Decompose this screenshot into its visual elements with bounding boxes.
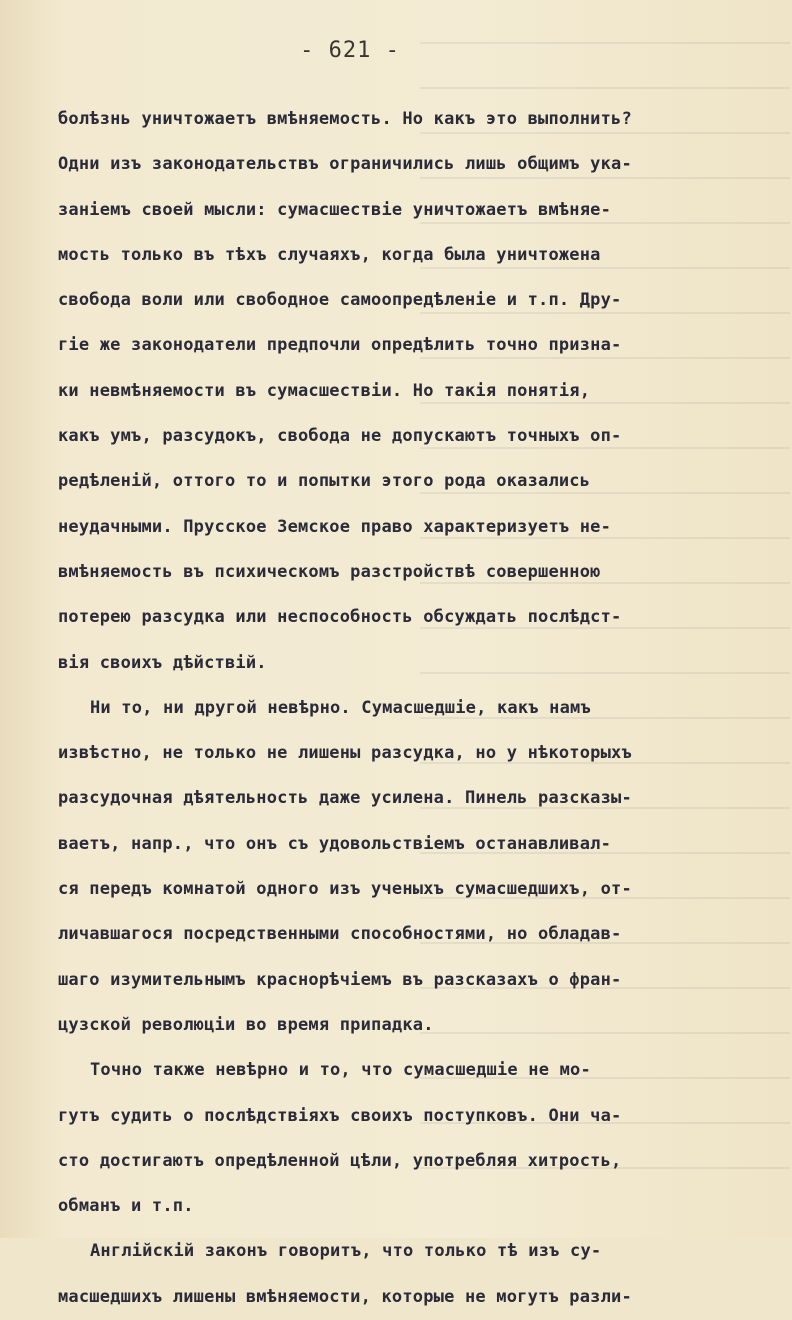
text-line: гіе же законодатели предпочли опредѣлить точно призна-	[58, 335, 622, 356]
text-line: масшедшихъ лишены вмѣняемости, которые не могутъ разли-	[58, 1286, 632, 1307]
text-line: потерею разсудка или неспособность обсуждать послѣдст-	[58, 607, 622, 628]
text-line: неудачными. Прусское Земское право характеризуетъ не-	[58, 516, 612, 537]
text-line: свобода воли или свободное самоопредѣленіе и т.п. Дру-	[58, 290, 622, 311]
text-line: гутъ судить о послѣдствіяхъ своихъ поступковъ. Они ча-	[58, 1105, 622, 1126]
text-line: разсудочная дѣятельность даже усилена. Пинель разсказы-	[58, 788, 632, 809]
text-line: Одни изъ законодательствъ ограничились лишь общимъ ука-	[58, 154, 632, 175]
text-line: какъ умъ, разсудокъ, свобода не допускаютъ точныхъ оп-	[58, 426, 622, 447]
text-line: шаго изумительнымъ краснорѣчіемъ въ разсказахъ о фран-	[58, 969, 622, 990]
text-line: вмѣняемость въ психическомъ разстройствѣ совершенною	[58, 561, 601, 582]
page-number: - 621 -	[300, 38, 400, 63]
text-line: ся передъ комнатой одного изъ ученыхъ сумасшедшихъ, от-	[58, 879, 632, 900]
text-line: сто достигаютъ опредѣленной цѣли, употребляя хитрость,	[58, 1150, 622, 1171]
paragraph-first-line: Точно также невѣрно и то, что сумасшедшіе не мо-	[90, 1060, 591, 1081]
text-line: извѣстно, не только не лишены разсудка, но у нѣкоторыхъ	[58, 743, 632, 764]
text-line: ваетъ, напр., что онъ съ удовольствіемъ останавливал-	[58, 833, 612, 854]
body-text	[58, 97, 758, 1320]
text-line: редѣленій, оттого то и попытки этого рода оказались	[58, 471, 591, 492]
text-line: заніемъ своей мысли: сумасшествіе уничтожаетъ вмѣняе-	[58, 199, 612, 220]
text-line: обманъ и т.п.	[58, 1196, 194, 1217]
text-line: цузской революціи во время припадка.	[58, 1014, 434, 1035]
text-line: болѣзнь уничтожаетъ вмѣняемость. Но какъ это выполнить?	[58, 109, 632, 129]
text-line: личавшагося посредственными способностями, но обладав-	[58, 924, 622, 945]
text-line: мость только въ тѣхъ случаяхъ, когда была уничтожена	[58, 244, 601, 265]
text-line: вія своихъ дѣйствій.	[58, 652, 267, 673]
text-line: ки невмѣняемости въ сумасшествіи. Но такія понятія,	[58, 380, 591, 401]
paragraph-first-line: Ни то, ни другой невѣрно. Сумасшедшіе, какъ намъ	[90, 697, 591, 718]
paragraph-first-line: Англійскій законъ говоритъ, что только тѣ изъ су-	[90, 1241, 602, 1262]
